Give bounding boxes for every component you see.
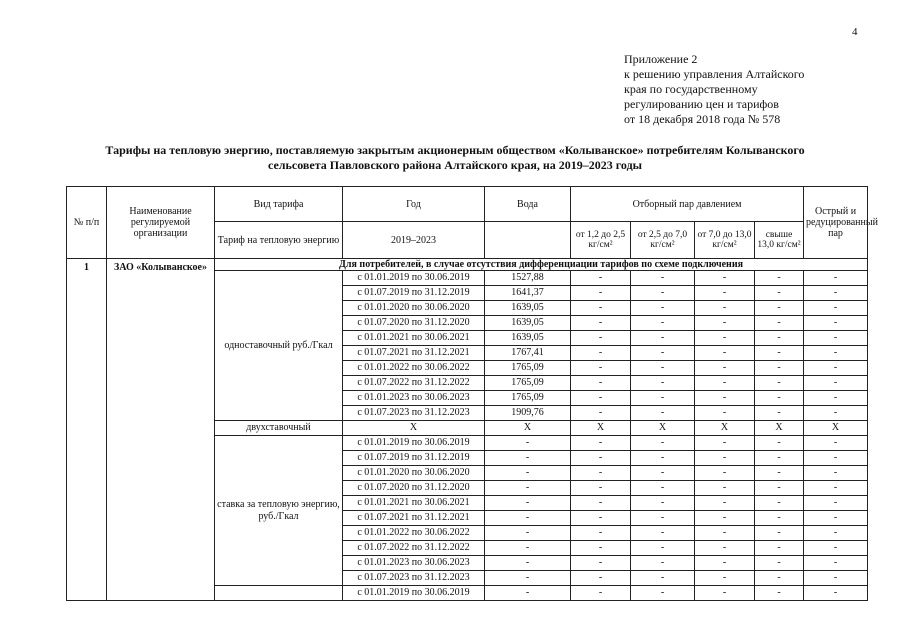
table-cell-c4: - xyxy=(755,481,804,496)
table-cell-c2: - xyxy=(631,541,695,556)
table-cell-c3: - xyxy=(695,481,755,496)
appendix-line: к решению управления Алтайского xyxy=(624,67,805,81)
table-cell-c3: - xyxy=(695,361,755,376)
table-cell-c2: - xyxy=(631,556,695,571)
table-cell-c5: - xyxy=(804,481,868,496)
appendix-line: от 18 декабря 2018 года № 578 xyxy=(624,112,781,126)
table-cell-water: - xyxy=(485,481,571,496)
table-cell-c2: X xyxy=(631,421,695,436)
table-cell-water: 1767,41 xyxy=(485,346,571,361)
table-cell-c3: - xyxy=(695,286,755,301)
table-cell-water: 1527,88 xyxy=(485,271,571,286)
table-cell-c2: - xyxy=(631,376,695,391)
table-cell-c5: - xyxy=(804,496,868,511)
table-cell-c4: - xyxy=(755,331,804,346)
table-cell-water: 1765,09 xyxy=(485,376,571,391)
table-cell-c3: - xyxy=(695,331,755,346)
table-cell-c5: X xyxy=(804,421,868,436)
header-year: Год xyxy=(343,187,485,222)
table-cell-c1: - xyxy=(571,346,631,361)
table-cell-c1: - xyxy=(571,271,631,286)
table-cell-c5: - xyxy=(804,346,868,361)
table-cell-c2: - xyxy=(631,436,695,451)
table-cell-water: X xyxy=(485,421,571,436)
table-cell-water: 1641,37 xyxy=(485,286,571,301)
table-cell-period: с 01.01.2021 по 30.06.2021 xyxy=(343,331,485,346)
table-cell-c1: - xyxy=(571,316,631,331)
table-cell-c2: - xyxy=(631,481,695,496)
table-cell-c5: - xyxy=(804,376,868,391)
header-num: № п/п xyxy=(67,187,107,259)
table-cell-water: - xyxy=(485,451,571,466)
table-cell-c2: - xyxy=(631,571,695,586)
table-cell-c1: - xyxy=(571,556,631,571)
table-cell-c5: - xyxy=(804,466,868,481)
table-cell-c3: - xyxy=(695,346,755,361)
document-title xyxy=(60,143,850,173)
table-cell-water: - xyxy=(485,556,571,571)
tariff-type-label: одноставочный руб./Гкал xyxy=(215,271,343,421)
table-cell-c5: - xyxy=(804,391,868,406)
header-tariff-heat: Тариф на тепловую энергию xyxy=(215,222,343,259)
table-cell-water: - xyxy=(485,496,571,511)
table-cell-c5: - xyxy=(804,301,868,316)
table-cell-c1: - xyxy=(571,436,631,451)
table-cell-c3: - xyxy=(695,316,755,331)
table-cell-c3: - xyxy=(695,571,755,586)
table-cell-c3: - xyxy=(695,586,755,601)
table-cell-c1: - xyxy=(571,586,631,601)
table-cell-c1: - xyxy=(571,286,631,301)
appendix-line: Приложение 2 xyxy=(624,52,698,66)
table-cell-c1: - xyxy=(571,571,631,586)
table-cell-c4: - xyxy=(755,376,804,391)
table-cell-c1: - xyxy=(571,391,631,406)
section-row xyxy=(67,259,868,271)
table-cell-c4: - xyxy=(755,526,804,541)
table-cell-c1: - xyxy=(571,331,631,346)
table-cell-period: с 01.07.2023 по 31.12.2023 xyxy=(343,406,485,421)
table-cell-water: 1909,76 xyxy=(485,406,571,421)
table-cell-c2: - xyxy=(631,316,695,331)
table-cell-c5: - xyxy=(804,406,868,421)
table-cell-c3: - xyxy=(695,466,755,481)
table-cell-period: с 01.07.2019 по 31.12.2019 xyxy=(343,286,485,301)
table-cell-c5: - xyxy=(804,286,868,301)
table-cell-c2: - xyxy=(631,526,695,541)
table-cell-c2: - xyxy=(631,331,695,346)
table-cell-c4: - xyxy=(755,541,804,556)
table-cell-c5: - xyxy=(804,571,868,586)
table-cell-c4: - xyxy=(755,286,804,301)
table-cell-c5: - xyxy=(804,511,868,526)
table-cell-period: с 01.01.2022 по 30.06.2022 xyxy=(343,526,485,541)
appendix-line: края по государственному xyxy=(624,82,758,96)
header-sharp-steam: Острый и редуцированный пар xyxy=(804,187,868,259)
header-water: Вода xyxy=(485,187,571,222)
tariff-table-container xyxy=(66,186,878,601)
table-cell-c5: - xyxy=(804,526,868,541)
section-label: Для потребителей, в случае отсутствия дифференциации тарифов по схеме подключения xyxy=(215,259,868,271)
table-cell-c3: - xyxy=(695,556,755,571)
table-cell-c3: - xyxy=(695,451,755,466)
table-cell-period: с 01.07.2021 по 31.12.2021 xyxy=(343,511,485,526)
title-line: сельсовета Павловского района Алтайского края, на 2019–2023 годы xyxy=(267,158,643,172)
table-cell-period: с 01.07.2023 по 31.12.2023 xyxy=(343,571,485,586)
table-cell-c3: - xyxy=(695,511,755,526)
header-row-1 xyxy=(67,187,868,222)
table-cell-water: 1765,09 xyxy=(485,361,571,376)
table-cell-period: с 01.01.2020 по 30.06.2020 xyxy=(343,301,485,316)
table-cell-water: - xyxy=(485,466,571,481)
table-cell-c5: - xyxy=(804,331,868,346)
header-pressure-1: от 1,2 до 2,5 кг/см² xyxy=(571,222,631,259)
table-cell-period: с 01.07.2021 по 31.12.2021 xyxy=(343,346,485,361)
table-cell-c2: - xyxy=(631,286,695,301)
table-cell-c1: - xyxy=(571,406,631,421)
table-cell-c5: - xyxy=(804,586,868,601)
table-cell-period: с 01.01.2019 по 30.06.2019 xyxy=(343,586,485,601)
table-cell-period: с 01.01.2020 по 30.06.2020 xyxy=(343,466,485,481)
table-cell-c3: - xyxy=(695,436,755,451)
table-cell-c5: - xyxy=(804,316,868,331)
table-cell-period: с 01.07.2020 по 31.12.2020 xyxy=(343,316,485,331)
table-cell-c2: - xyxy=(631,496,695,511)
table-cell-c2: - xyxy=(631,271,695,286)
table-cell-c4: - xyxy=(755,571,804,586)
tariff-table xyxy=(66,186,878,601)
table-cell-c2: - xyxy=(631,466,695,481)
table-cell-c4: - xyxy=(755,346,804,361)
title-line: Тарифы на тепловую энергию, поставляемую закрытым акционерным обществом «Колыванское» потребителям Колыванского xyxy=(105,143,805,157)
table-cell-water: - xyxy=(485,541,571,556)
table-cell-c4: - xyxy=(755,511,804,526)
table-cell-c1: - xyxy=(571,451,631,466)
table-cell-c1: - xyxy=(571,301,631,316)
table-cell-c1: - xyxy=(571,541,631,556)
table-cell-c4: - xyxy=(755,451,804,466)
table-cell-period: X xyxy=(343,421,485,436)
table-cell-c3: - xyxy=(695,406,755,421)
row-number: 1 xyxy=(67,259,107,601)
table-cell-c4: - xyxy=(755,496,804,511)
table-cell-water: - xyxy=(485,571,571,586)
table-cell-c4: - xyxy=(755,361,804,376)
table-cell-period: с 01.07.2022 по 31.12.2022 xyxy=(343,541,485,556)
table-cell-c4: - xyxy=(755,271,804,286)
table-cell-period: с 01.07.2022 по 31.12.2022 xyxy=(343,376,485,391)
table-cell-c4: - xyxy=(755,466,804,481)
table-cell-c2: - xyxy=(631,511,695,526)
table-cell-c5: - xyxy=(804,556,868,571)
table-cell-period: с 01.07.2019 по 31.12.2019 xyxy=(343,451,485,466)
table-cell-water: - xyxy=(485,586,571,601)
appendix-note xyxy=(624,52,884,127)
table-cell-period: с 01.07.2020 по 31.12.2020 xyxy=(343,481,485,496)
table-cell-water: 1765,09 xyxy=(485,391,571,406)
table-cell-c1: - xyxy=(571,466,631,481)
table-cell-water: 1639,05 xyxy=(485,316,571,331)
table-cell-c4: - xyxy=(755,406,804,421)
table-cell-c1: - xyxy=(571,496,631,511)
table-cell-c3: X xyxy=(695,421,755,436)
table-cell-water: 1639,05 xyxy=(485,331,571,346)
table-cell-water: 1639,05 xyxy=(485,301,571,316)
header-years-range: 2019–2023 xyxy=(343,222,485,259)
table-cell-period: с 01.01.2022 по 30.06.2022 xyxy=(343,361,485,376)
table-cell-c5: - xyxy=(804,451,868,466)
table-cell-c2: - xyxy=(631,451,695,466)
table-cell-c1: - xyxy=(571,361,631,376)
header-pressure-2: от 2,5 до 7,0 кг/см² xyxy=(631,222,695,259)
table-cell-c3: - xyxy=(695,301,755,316)
header-org: Наименование регулируемой организации xyxy=(107,187,215,259)
table-cell-c2: - xyxy=(631,346,695,361)
table-cell-c2: - xyxy=(631,301,695,316)
table-cell-c1: - xyxy=(571,511,631,526)
table-cell-c5: - xyxy=(804,361,868,376)
header-water-blank xyxy=(485,222,571,259)
table-cell-c4: - xyxy=(755,301,804,316)
table-cell-period: с 01.01.2023 по 30.06.2023 xyxy=(343,391,485,406)
table-cell-water: - xyxy=(485,526,571,541)
table-cell-period: с 01.01.2021 по 30.06.2021 xyxy=(343,496,485,511)
table-cell-c4: - xyxy=(755,586,804,601)
table-cell-c1: - xyxy=(571,526,631,541)
table-cell-c3: - xyxy=(695,376,755,391)
table-cell-water: - xyxy=(485,511,571,526)
tariff-type-label: двухставочный xyxy=(215,421,343,436)
table-cell-c3: - xyxy=(695,526,755,541)
header-steam: Отборный пар давлением xyxy=(571,187,804,222)
tariff-type-label: ставка за тепловую энергию, руб./Гкал xyxy=(215,436,343,586)
table-cell-c4: - xyxy=(755,391,804,406)
header-pressure-4: свыше 13,0 кг/см² xyxy=(755,222,804,259)
table-cell-c3: - xyxy=(695,271,755,286)
table-cell-c3: - xyxy=(695,541,755,556)
header-pressure-3: от 7,0 до 13,0 кг/см² xyxy=(695,222,755,259)
table-cell-period: с 01.01.2019 по 30.06.2019 xyxy=(343,436,485,451)
table-cell-c4: - xyxy=(755,556,804,571)
table-cell-c4: X xyxy=(755,421,804,436)
table-cell-c5: - xyxy=(804,271,868,286)
table-cell-c5: - xyxy=(804,436,868,451)
table-cell-c2: - xyxy=(631,586,695,601)
table-cell-period: с 01.01.2023 по 30.06.2023 xyxy=(343,556,485,571)
table-cell-period: с 01.01.2019 по 30.06.2019 xyxy=(343,271,485,286)
tariff-type-label xyxy=(215,586,343,601)
table-cell-c1: X xyxy=(571,421,631,436)
table-cell-c3: - xyxy=(695,391,755,406)
table-cell-c3: - xyxy=(695,496,755,511)
table-cell-c5: - xyxy=(804,541,868,556)
appendix-line: регулированию цен и тарифов xyxy=(624,97,779,111)
page-number: 4 xyxy=(852,26,858,38)
table-cell-c4: - xyxy=(755,316,804,331)
table-cell-c2: - xyxy=(631,391,695,406)
organization-name: ЗАО «Колыванское» xyxy=(107,259,215,601)
table-cell-c4: - xyxy=(755,436,804,451)
table-cell-c2: - xyxy=(631,406,695,421)
table-cell-c2: - xyxy=(631,361,695,376)
table-cell-c1: - xyxy=(571,481,631,496)
table-cell-water: - xyxy=(485,436,571,451)
table-cell-c1: - xyxy=(571,376,631,391)
header-tariff-type: Вид тарифа xyxy=(215,187,343,222)
